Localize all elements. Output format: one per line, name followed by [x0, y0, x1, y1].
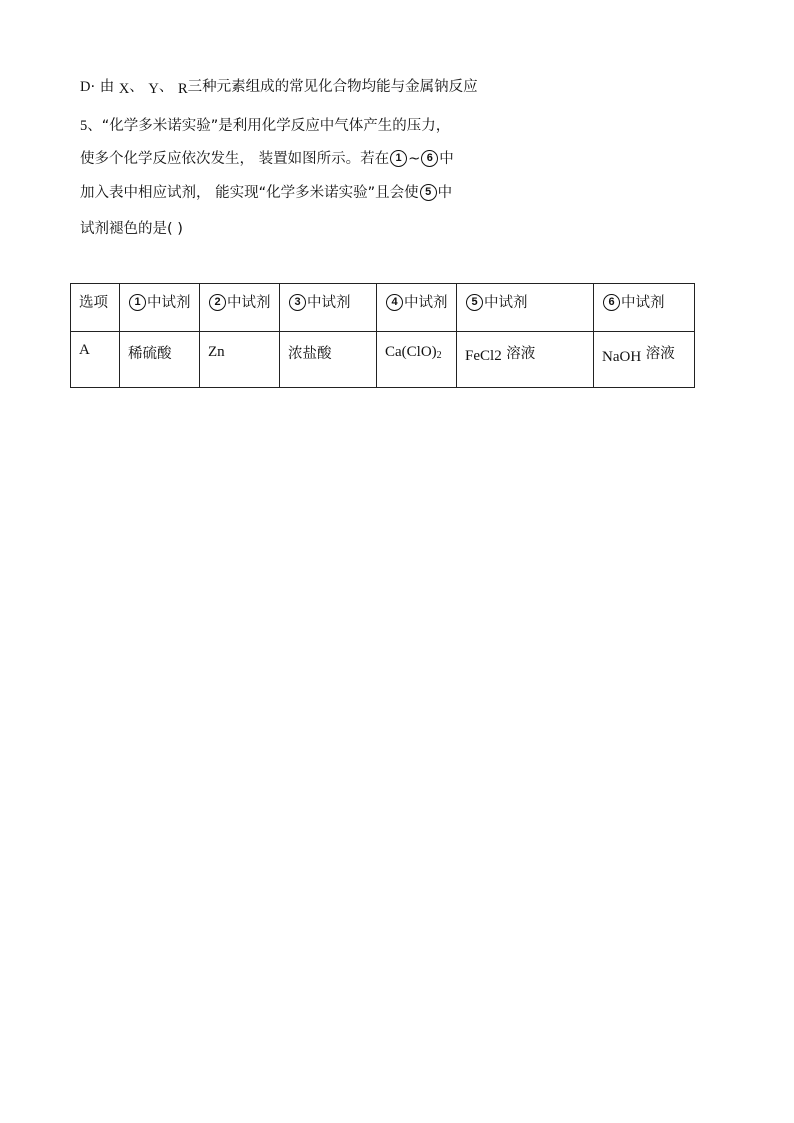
header-reagent-5: 5 中试剂	[457, 284, 594, 332]
header-reagent-6: 6 中试剂	[594, 284, 695, 332]
option-d-dot: ·	[90, 79, 96, 95]
element-r: R	[178, 81, 188, 97]
row-option: A	[71, 332, 120, 388]
sep-2: 、	[158, 79, 174, 95]
row-reagent-3: 浓盐酸	[280, 332, 377, 388]
table-header-row	[71, 284, 695, 332]
circled-1: 1	[390, 150, 407, 167]
table-row	[71, 332, 695, 388]
element-y: Y	[148, 81, 159, 97]
sep-1: 、	[129, 79, 144, 95]
question-line-4	[80, 219, 183, 239]
question-line-1	[80, 116, 450, 136]
option-d-line	[80, 77, 478, 97]
element-x: X	[118, 81, 130, 97]
row-reagent-6: NaOH 溶液	[594, 332, 695, 388]
row-reagent-1: 稀硫酸	[120, 332, 200, 388]
question-number: 5、	[80, 118, 102, 134]
question-text-4: 试剂褪色的是( )	[80, 221, 183, 237]
reagent-table	[70, 283, 695, 388]
question-text-3: 加入表中相应试剂， 能实现“化学多米诺实验”且会使	[80, 185, 419, 201]
question-text-1: “化学多米诺实验”是利用化学反应中气体产生的压力，	[101, 118, 451, 134]
option-d-label: D	[80, 79, 91, 95]
question-text-3-end: 中	[437, 185, 453, 201]
header-reagent-1: 1 中试剂	[120, 284, 200, 332]
header-reagent-2: 2 中试剂	[200, 284, 280, 332]
question-line-2	[80, 149, 454, 169]
header-reagent-4: 4 中试剂	[377, 284, 457, 332]
question-text-2-end: 中	[439, 151, 454, 167]
row-reagent-4: $Ca(ClO)_2$	[377, 332, 457, 388]
circled-5: 5	[420, 184, 437, 201]
header-option: 选项	[71, 284, 120, 332]
tilde: ~	[408, 151, 421, 167]
question-text-2: 使多个化学反应依次发生， 装置如图所示。若在	[80, 151, 390, 167]
row-reagent-5: FeCl$_2$ 溶液	[457, 332, 594, 388]
question-line-3	[80, 183, 452, 203]
header-reagent-3: 3 中试剂	[280, 284, 377, 332]
option-d-you: 由	[99, 79, 115, 95]
option-d-text: 三种元素组成的常见化合物均能与金属钠反应	[187, 79, 478, 95]
circled-6: 6	[421, 150, 438, 167]
row-reagent-2: Zn	[200, 332, 280, 388]
